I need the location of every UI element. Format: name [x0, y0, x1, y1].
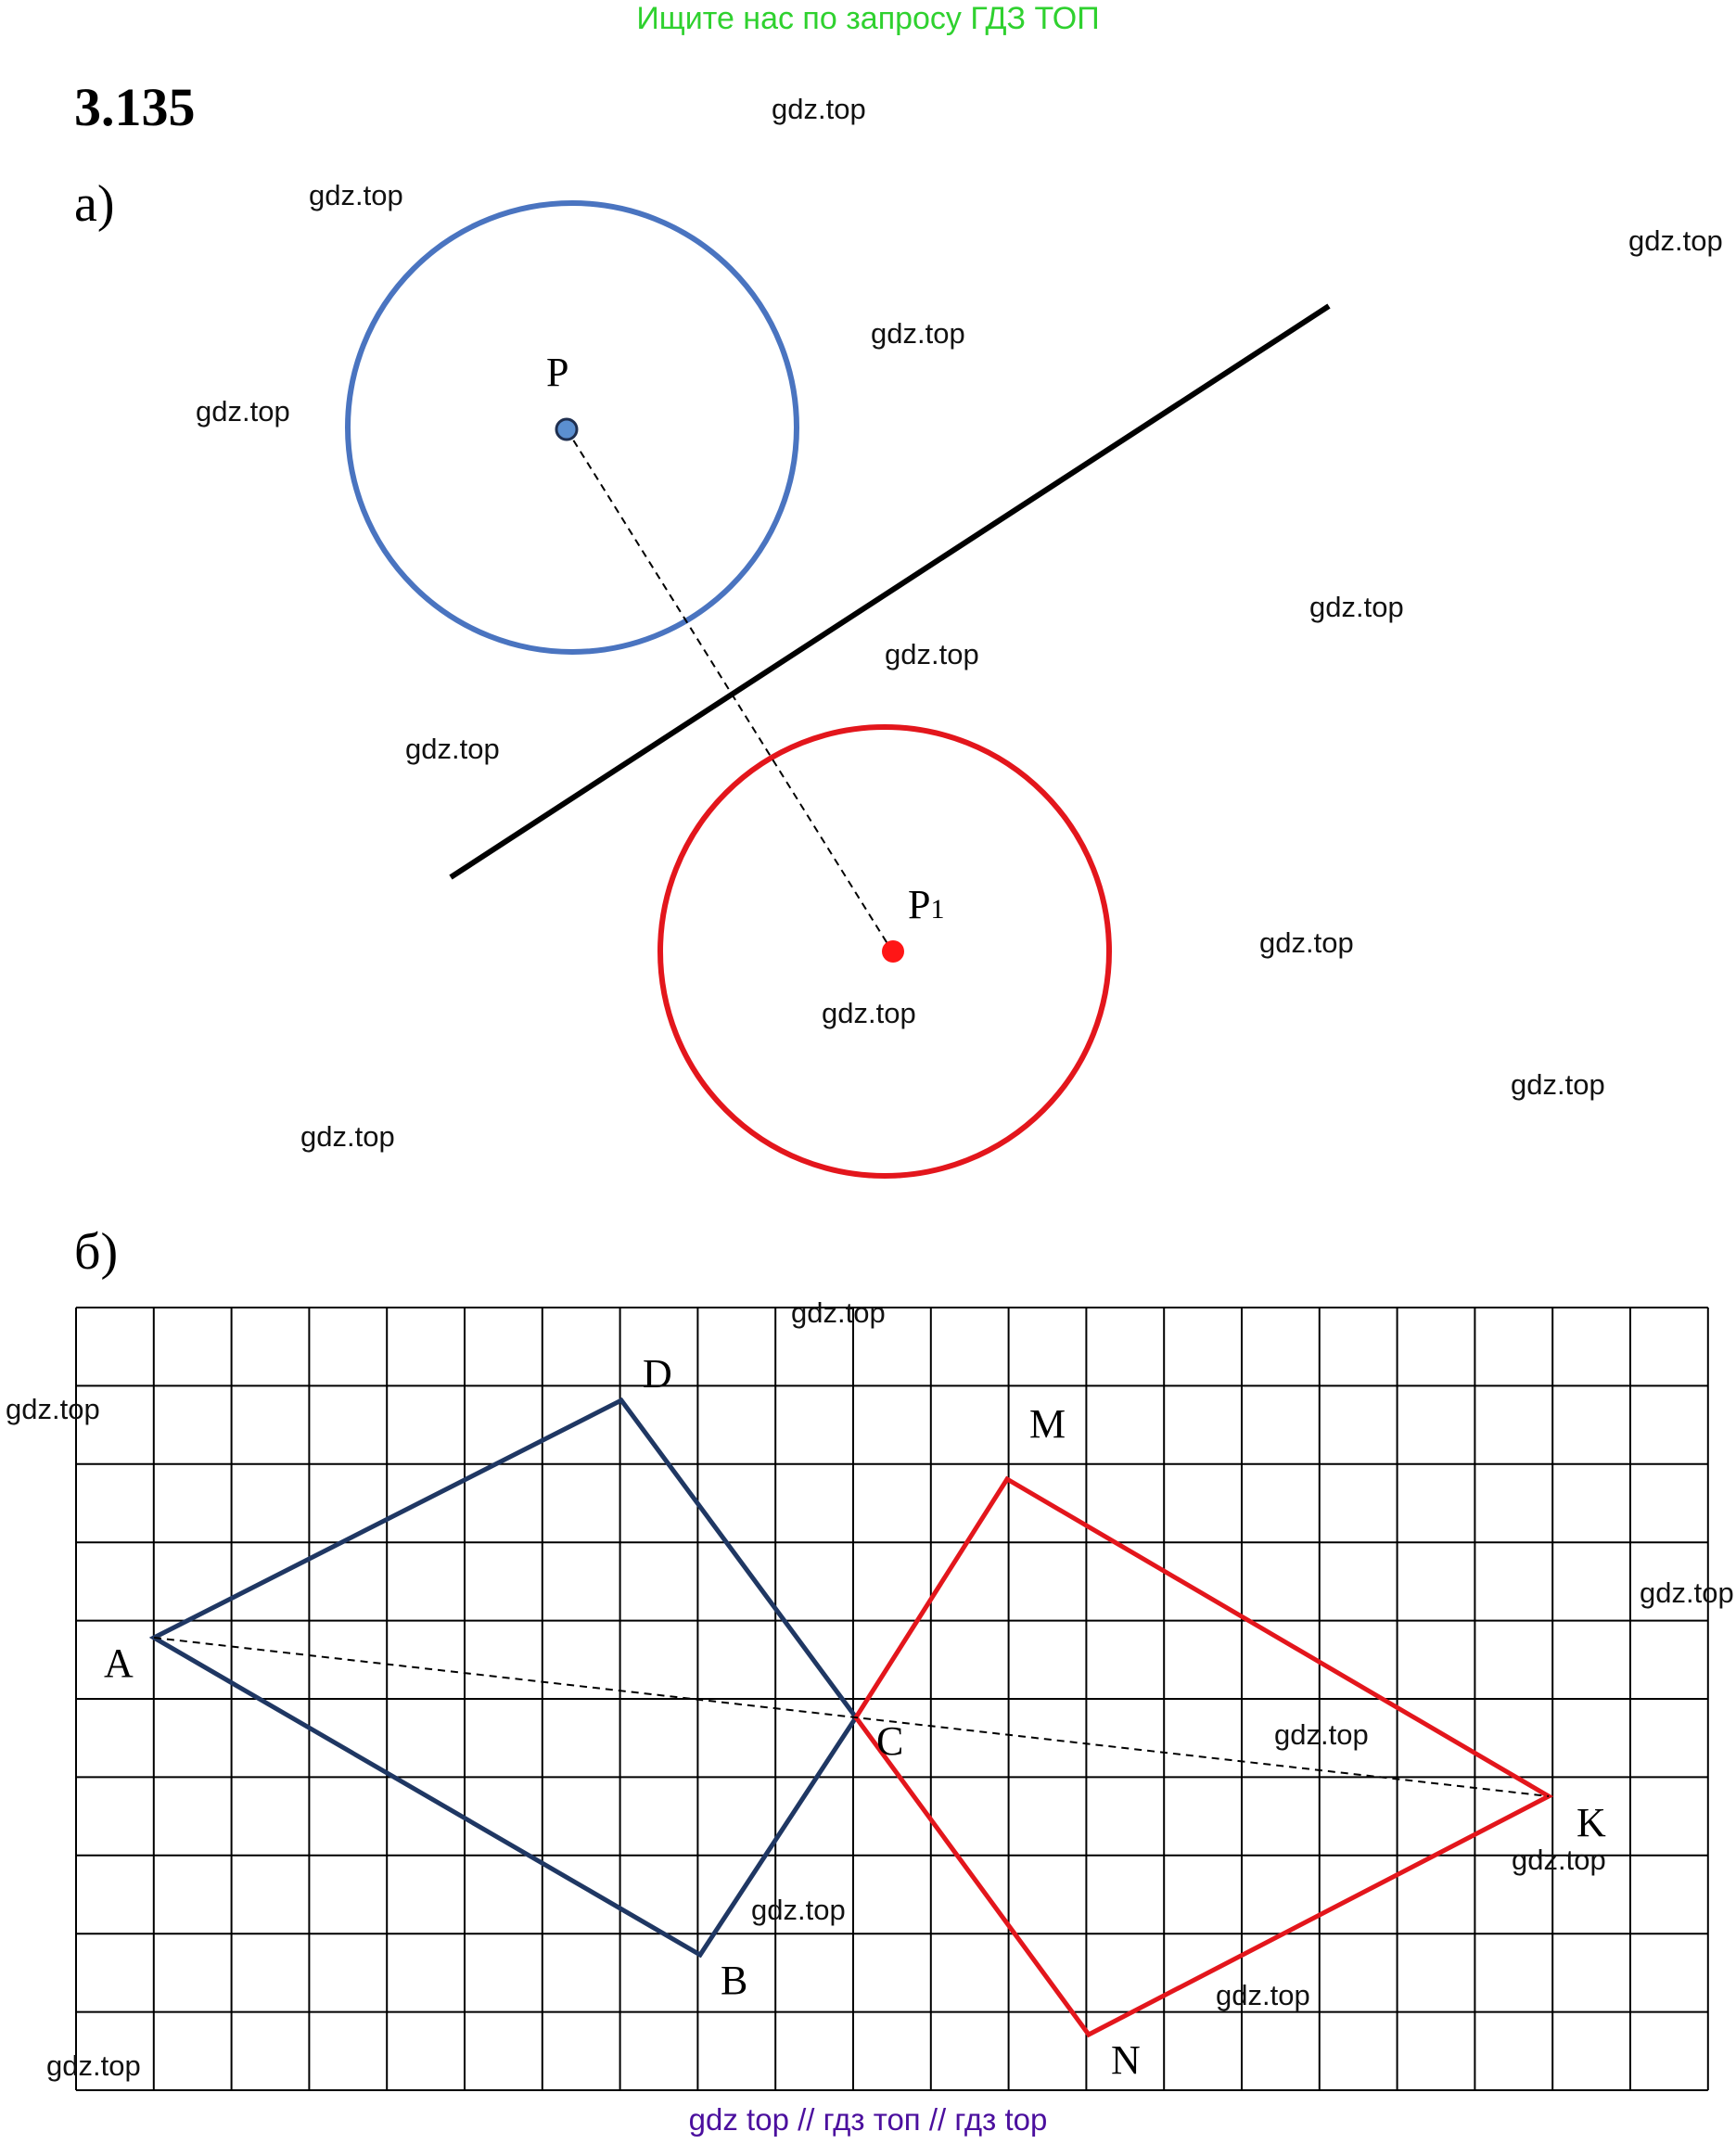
watermark: gdz.top: [871, 317, 965, 350]
watermark: gdz.top: [6, 1393, 100, 1425]
square-grid: [76, 1308, 1708, 2090]
part-a-label: а): [74, 175, 115, 233]
problem-number: 3.135: [74, 77, 196, 137]
watermark: gdz.top: [1259, 926, 1354, 959]
label-K: K: [1576, 1800, 1606, 1845]
watermark: gdz.top: [772, 93, 866, 125]
watermark: gdz.top: [1511, 1068, 1605, 1101]
part-b-label: б): [74, 1223, 119, 1281]
watermark: gdz.top: [1216, 1979, 1310, 2011]
segment-A-K: [154, 1638, 1549, 1796]
watermark: gdz.top: [885, 638, 979, 670]
watermark: gdz.top: [405, 733, 500, 765]
label-P1-subscript: 1: [930, 894, 945, 925]
watermark: gdz.top: [822, 997, 916, 1029]
label-M: M: [1029, 1401, 1066, 1447]
watermark: gdz.top: [300, 1120, 395, 1153]
label-B: B: [721, 1958, 748, 2003]
watermark: gdz.top: [791, 1296, 886, 1329]
watermark: gdz.top: [1309, 591, 1404, 623]
watermark: gdz.top: [196, 395, 290, 428]
label-P1-base: P: [908, 882, 931, 927]
label-D: D: [643, 1351, 672, 1397]
banner-text[interactable]: Ищите нас по запросу ГДЗ ТОП: [636, 1, 1100, 36]
label-N: N: [1111, 2037, 1141, 2083]
watermark: gdz.top: [309, 179, 403, 211]
footer-links[interactable]: gdz top // гдз топ // гдз top: [688, 2102, 1048, 2137]
watermark: gdz.top: [1640, 1576, 1734, 1609]
watermark: gdz.top: [751, 1894, 846, 1926]
watermark: gdz.top: [46, 2049, 141, 2082]
label-C: C: [876, 1718, 904, 1764]
watermark: gdz.top: [1512, 1844, 1606, 1876]
label-A: A: [104, 1640, 134, 1686]
watermark: gdz.top: [1274, 1718, 1369, 1751]
watermark: gdz.top: [1628, 224, 1723, 257]
label-P: P: [546, 350, 569, 395]
